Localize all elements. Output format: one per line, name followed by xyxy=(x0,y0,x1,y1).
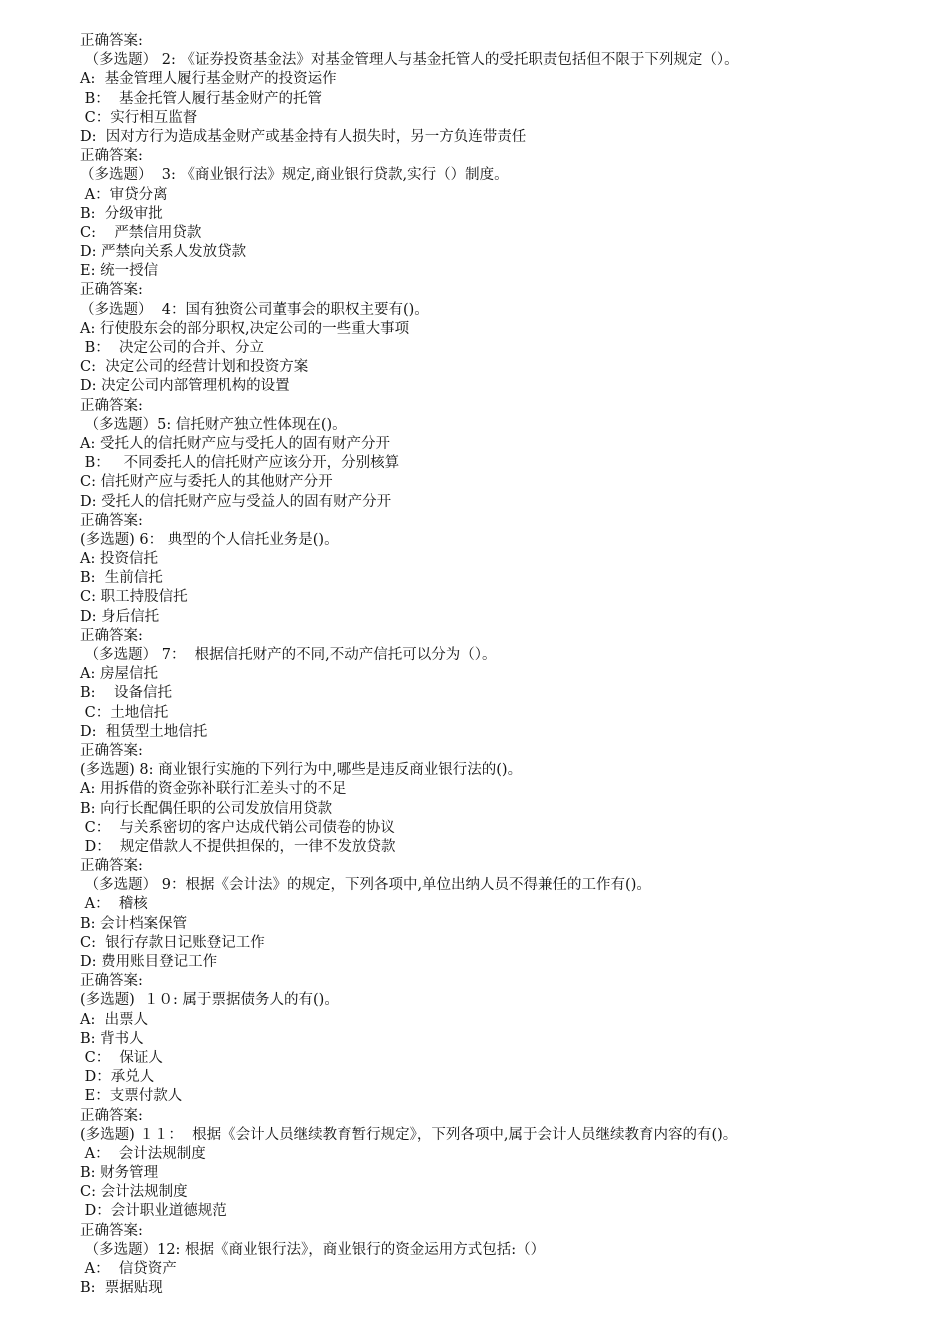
text-line: A: 投资信托 xyxy=(80,551,158,568)
text-line: D: 费用账目登记工作 xyxy=(80,954,218,970)
text-line: (多选题) １０: 属于票据债务人的有()。 xyxy=(80,992,339,1009)
text-line: E：支票付款人 xyxy=(80,1088,183,1105)
text-line: A: 基金管理人履行基金财产的投资运作 xyxy=(80,71,337,88)
text-line: C: 职工持股信托 xyxy=(80,589,188,606)
text-line: 正确答案: xyxy=(80,1107,143,1124)
text-line: D: 受托人的信托财产应与受益人的固有财产分开 xyxy=(80,493,392,510)
text-line: B: 背书人 xyxy=(80,1030,144,1047)
document-body xyxy=(80,32,940,1298)
text-line: A: 受托人的信托财产应与受托人的固有财产分开 xyxy=(80,435,390,452)
text-line: B: 生前信托 xyxy=(80,570,163,587)
text-line: C: 严禁信用贷款 xyxy=(80,224,202,241)
text-line: C: 会计法规制度 xyxy=(80,1184,188,1201)
text-line: C： 与关系密切的客户达成代销公司债卷的协议 xyxy=(80,819,395,836)
text-line: A： 会计法规制度 xyxy=(80,1145,206,1162)
text-line: A: 行使股东会的部分职权,决定公司的一些重大事项 xyxy=(80,320,410,337)
text-line: （多选题） 9：根据《会计法》的规定，下列各项中,单位出纳人员不得兼任的工作有()。 xyxy=(80,877,651,894)
text-line: （多选题） 4：国有独资公司董事会的职权主要有()。 xyxy=(80,301,429,318)
text-line: （多选题）12: 根据《商业银行法》，商业银行的资金运用方式包括:（） xyxy=(80,1241,546,1258)
text-line: (多选题) 6： 典型的个人信托业务是()。 xyxy=(80,531,339,548)
text-line: B: 票据贴现 xyxy=(80,1280,163,1297)
text-line: C： 保证人 xyxy=(80,1049,163,1066)
text-line: A: 用拆借的资金弥补联行汇差头寸的不足 xyxy=(80,781,347,798)
text-line: (多选题) １１： 根据《会计人员继续教育暂行规定》，下列各项中,属于会计人员继续教育内容的有()。 xyxy=(80,1126,738,1143)
text-line: D： 规定借款人不提供担保的，一律不发放贷款 xyxy=(80,838,396,855)
text-line: (多选题) 8: 商业银行实施的下列行为中,哪些是违反商业银行法的()。 xyxy=(80,762,523,779)
text-line: 正确答案: xyxy=(80,512,143,529)
text-line: 正确答案: xyxy=(80,858,143,875)
text-line: B： 决定公司的合并、分立 xyxy=(80,340,264,356)
text-line: （多选题）5: 信托财产独立性体现在()。 xyxy=(80,416,347,433)
text-line: B: 向行长配偶任职的公司发放信用贷款 xyxy=(80,800,333,817)
text-line: B: 会计档案保管 xyxy=(80,915,188,932)
text-line: D: 因对方行为造成基金财产或基金持有人损失时，另一方负连带责任 xyxy=(80,128,527,145)
text-line: （多选题） 3: 《商业银行法》规定,商业银行贷款,实行（）制度。 xyxy=(80,167,509,184)
text-line: 正确答案: xyxy=(80,397,143,414)
text-line: B: 财务管理 xyxy=(80,1165,159,1182)
text-line: C: 银行存款日记账登记工作 xyxy=(80,934,265,951)
text-line: C: 决定公司的经营计划和投资方案 xyxy=(80,359,309,376)
text-line: 正确答案: xyxy=(80,627,143,644)
text-line: （多选题） 2: 《证券投资基金法》对基金管理人与基金托管人的受托职责包括但不限于下列规定（）。 xyxy=(80,52,739,69)
text-line: （多选题） 7： 根据信托财产的不同,不动产信托可以分为（）。 xyxy=(80,647,497,663)
text-line: 正确答案: xyxy=(80,282,143,299)
text-line: D: 身后信托 xyxy=(80,608,160,625)
text-line: 正确答案: xyxy=(80,33,143,49)
text-line: C: 信托财产应与委托人的其他财产分开 xyxy=(80,474,333,491)
text-line: A： 信贷资产 xyxy=(80,1261,177,1277)
text-line: 正确答案: xyxy=(80,973,143,990)
text-line: D：承兑人 xyxy=(80,1069,155,1086)
text-line: B: 分级审批 xyxy=(80,205,163,222)
text-line: D: 决定公司内部管理机构的设置 xyxy=(80,378,290,395)
text-line: 正确答案: xyxy=(80,148,143,165)
text-line: B： 基金托管人履行基金财产的托管 xyxy=(80,90,322,107)
text-line: D: 严禁向关系人发放贷款 xyxy=(80,244,247,261)
text-line: A: 房屋信托 xyxy=(80,666,158,683)
text-line: A： 稽核 xyxy=(80,896,148,913)
text-line: C：土地信托 xyxy=(80,704,169,721)
text-line: E: 统一授信 xyxy=(80,263,159,280)
text-line: A: 出票人 xyxy=(80,1011,149,1028)
text-line: B: 设备信托 xyxy=(80,685,172,702)
text-line: 正确答案: xyxy=(80,742,143,759)
text-line: D：会计职业道德规范 xyxy=(80,1203,227,1220)
text-line: 正确答案: xyxy=(80,1222,143,1239)
text-line: A：审贷分离 xyxy=(80,186,168,203)
text-line: D: 租赁型土地信托 xyxy=(80,723,208,740)
text-line: B： 不同委托人的信托财产应该分开，分别核算 xyxy=(80,455,400,472)
text-line: C：实行相互监督 xyxy=(80,109,198,126)
